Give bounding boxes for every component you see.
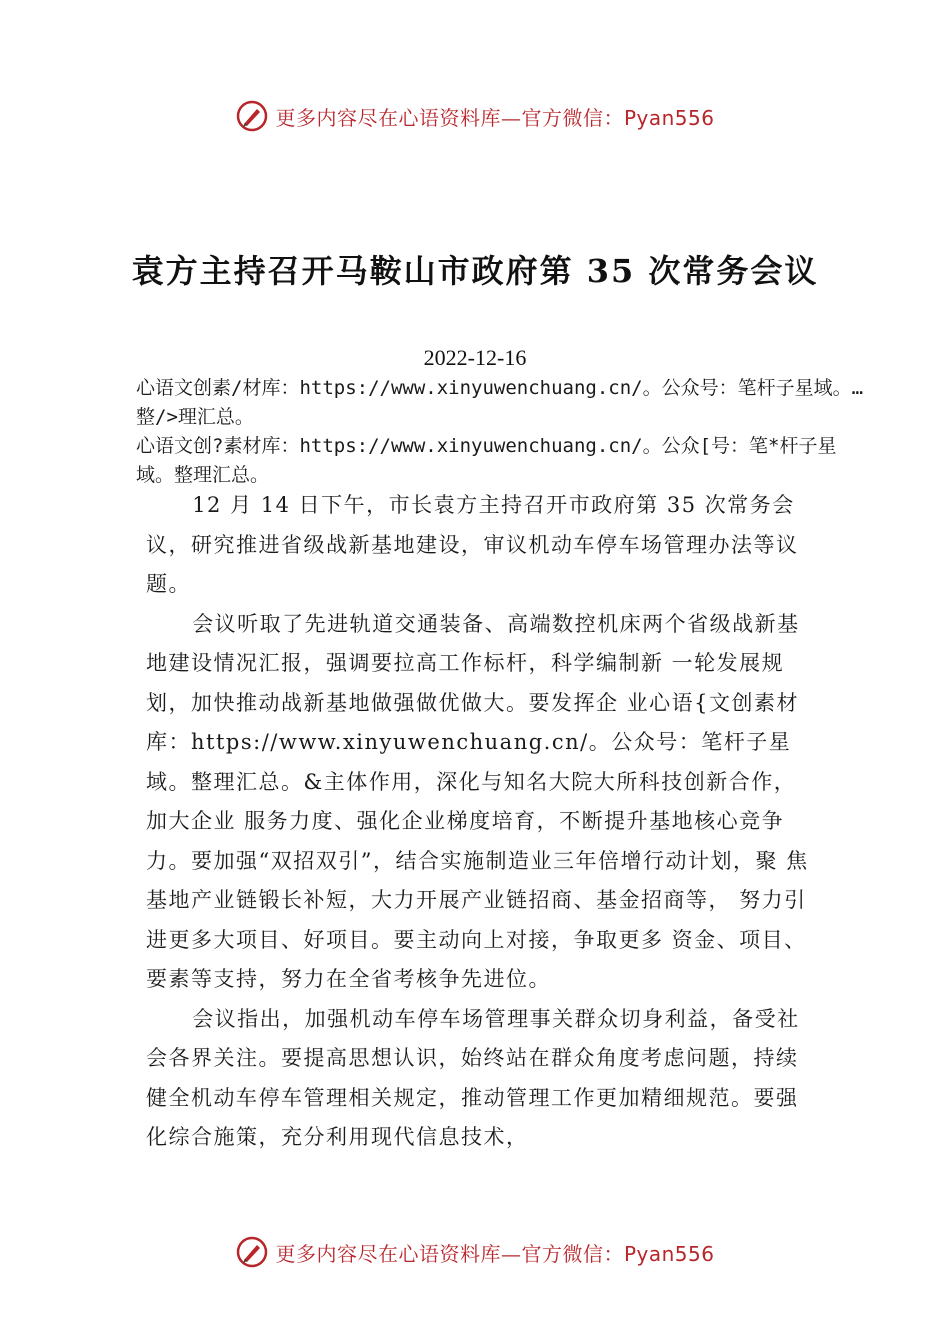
- watermark-line-1: 心语文创素/材库：https://www.xinyuwenchuang.cn/。公众号：笔杆子星域。…整/>理汇总。: [136, 377, 864, 428]
- footer-banner: [0, 1232, 950, 1272]
- pen-logo-icon: [235, 99, 269, 133]
- paragraph-3: 会议指出，加强机动车停车场管理事关群众切身利益，备受社会各界关注。要提高思想认识，始终站在群众角度考虑问题，持续健全机动车停车管理相关规定，推动管理工作更加精细规范。要强化综合施策，充分利用现代信息技术，: [146, 1006, 800, 1149]
- paragraph-2: 会议听取了先进轨道交通装备、高端数控机床两个省级战新基地建设情况汇报，强调要拉高工作标杆，科学编制新 一轮发展规划，加快推动战新基地做强做优做大。要发挥企 业心语{文创素材库：https://www.xinyuwenchuang.cn/。公众号：笔杆子星域。整理汇总。&主体作用，深化与知名大院大所科技创新合作，加大企业 服务力度、强化企业梯度培育，不断提升基地核心竞争力。要加强“双招双引”，结合实施制造业三年倍增行动计划，聚 焦基地产业链锻长补短，大力开展产业链招商、基金招商等， 努力引进更多大项目、好项目。要主动向上对接，争取更多 资金、项目、要素等支持，努力在全省考核争先进位。: [146, 611, 809, 991]
- article-body: [146, 486, 818, 1158]
- page-title: 袁方主持召开马鞍山市政府第 35 次常务会议: [131, 252, 819, 290]
- article-date: 2022-12-16: [423, 345, 527, 370]
- footer-banner-text: 更多内容尽在心语资料库—官方微信：Pyan556: [275, 1241, 715, 1266]
- header-banner: [0, 96, 950, 136]
- watermark-line-2: 心语文创?素材库：https://www.xinyuwenchuang.cn/。公众[号：笔*杆子星域。整理汇总。: [136, 435, 837, 486]
- header-banner-text: 更多内容尽在心语资料库—官方微信：Pyan556: [275, 105, 715, 130]
- paragraph-1: 12 月 14 日下午，市长袁方主持召开市政府第 35 次常务会议，研究推进省级战新基地建设，审议机动车停车场管理办法等议题。: [146, 493, 799, 596]
- pen-logo-icon: [235, 1235, 269, 1269]
